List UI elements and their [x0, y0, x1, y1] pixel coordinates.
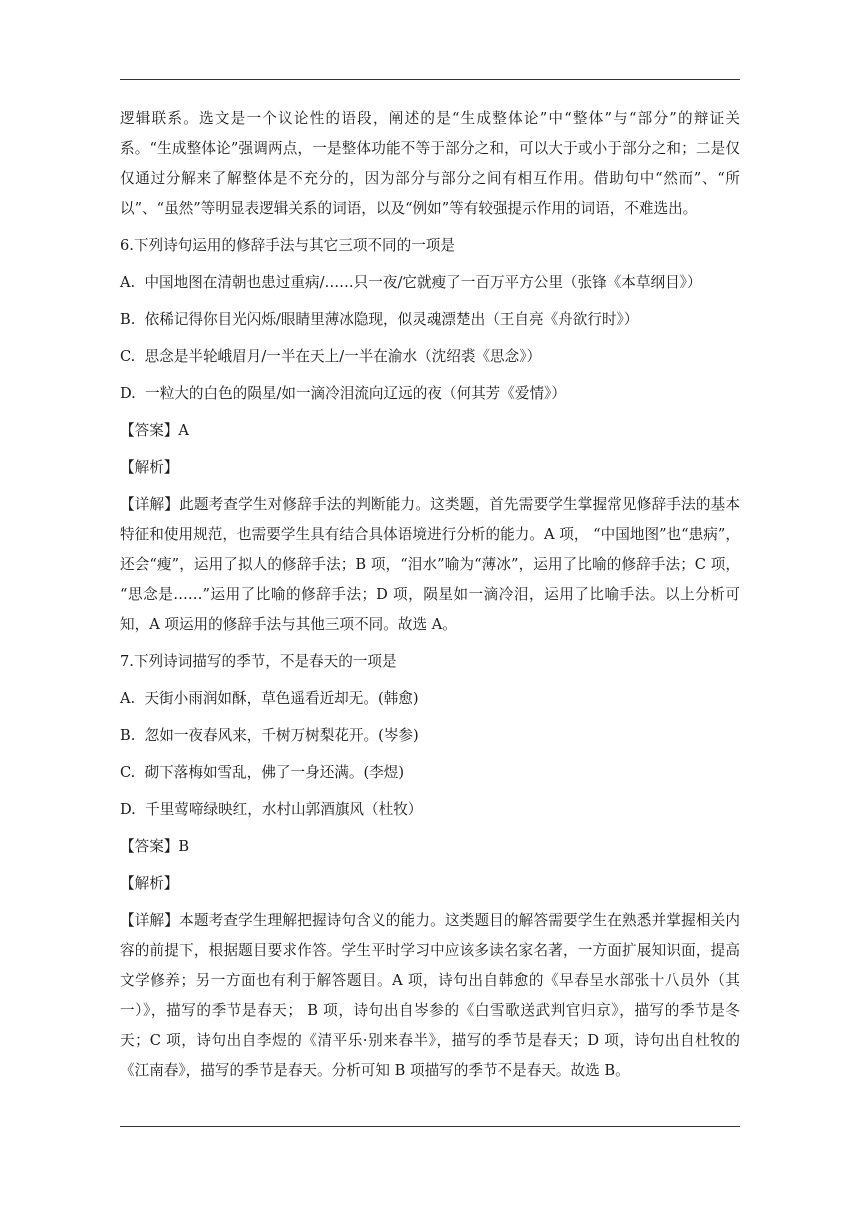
question-6-explanation: 【详解】此题考查学生对修辞手法的判断能力。这类题，首先需要学生掌握常见修辞手法的基本特征和使用规范，也需要学生具有结合具体语境进行分析的能力。A 项， “中国地图”也“患病”，还会“瘦”，运用了拟人的修辞手法；B 项，“泪水”喻为“薄冰”，运用了比喻的修辞手法；C 项， “思念是……”运用了比喻的修辞手法；D 项，陨星如一滴冷泪，运用了比喻手法。以上分析可知，A 项运用的修辞手法与其他三项不同。故选 A。: [120, 496, 745, 633]
question-7-option-c: C. 砌下落梅如雪乱，佛了一身还满。(李煜): [120, 764, 405, 781]
question-7-explanation: 【详解】本题考查学生理解把握诗句含义的能力。这类题目的解答需要学生在熟悉并掌握相关内容的前提下，根据题目要求作答。学生平时学习中应该多读名家名著，一方面扩展知识面，提高文学修养；另一方面也有利于解答题目。A 项，诗句出自韩愈的《早春呈水部张十八员外（其一）》，描写的季节是春天； B 项，诗句出自岑参的《白雪歌送武判官归京》，描写的季节是冬天；C 项，诗句出自李煜的《清平乐·别来春半》，描写的季节是春天；D 项，诗句出自杜牧的《江南春》，描写的季节是春天。分析可知 B 项描写的季节不是春天。故选 B。: [120, 912, 740, 1079]
question-6-answer: 【答案】A: [120, 422, 189, 439]
question-6-stem: 6.下列诗句运用的修辞手法与其它三项不同的一项是: [120, 237, 455, 254]
header-rule: [120, 79, 740, 80]
question-6-option-b: B. 依稀记得你目光闪烁/眼睛里薄冰隐现，似灵魂漂楚出（王自亮《舟欲行时》）: [120, 311, 639, 328]
paragraph-analysis-continued: 逻辑联系。选文是一个议论性的语段，阐述的是“生成整体论”中“整体”与“部分”的辩证关系。“生成整体论”强调两点，一是整体功能不等于部分之和，可以大于或小于部分之和；二是仅仅通过分解来了解整体是不充分的，因为部分与部分之间有相互作用。借助句中“然而”、“所以”、“虽然”等明显表逻辑关系的词语，以及“例如”等有较强提示作用的词语，不难选出。: [120, 110, 740, 217]
question-6-option-c: C. 思念是半轮峨眉月/一半在天上/一半在渝水（沈绍裘《思念》）: [120, 348, 542, 365]
question-7-option-d: D. 千里莺啼绿映红，水村山郭酒旗风（杜牧）: [120, 801, 423, 818]
document-body: [120, 104, 745, 1093]
question-7-option-a: A. 天街小雨润如酥，草色遥看近却无。(韩愈): [120, 690, 419, 707]
question-6-analysis-heading: 【解析】: [120, 459, 179, 476]
question-7-answer: 【答案】B: [120, 838, 190, 855]
question-6-option-a: A. 中国地图在清朝也患过重病/……只一夜/它就瘦了一百万平方公里（张锋《本草纲目》）: [120, 274, 702, 291]
question-6-option-d: D. 一粒大的白色的陨星/如一滴冷泪流向辽远的夜（何其芳《爱情》）: [120, 385, 566, 402]
question-7-analysis-heading: 【解析】: [120, 875, 179, 892]
footer-rule: [120, 1126, 740, 1127]
question-7-stem: 7.下列诗词描写的季节，不是春天的一项是: [120, 653, 397, 670]
question-7-option-b: B. 忽如一夜春风来，千树万树梨花开。(岑参): [120, 727, 419, 744]
